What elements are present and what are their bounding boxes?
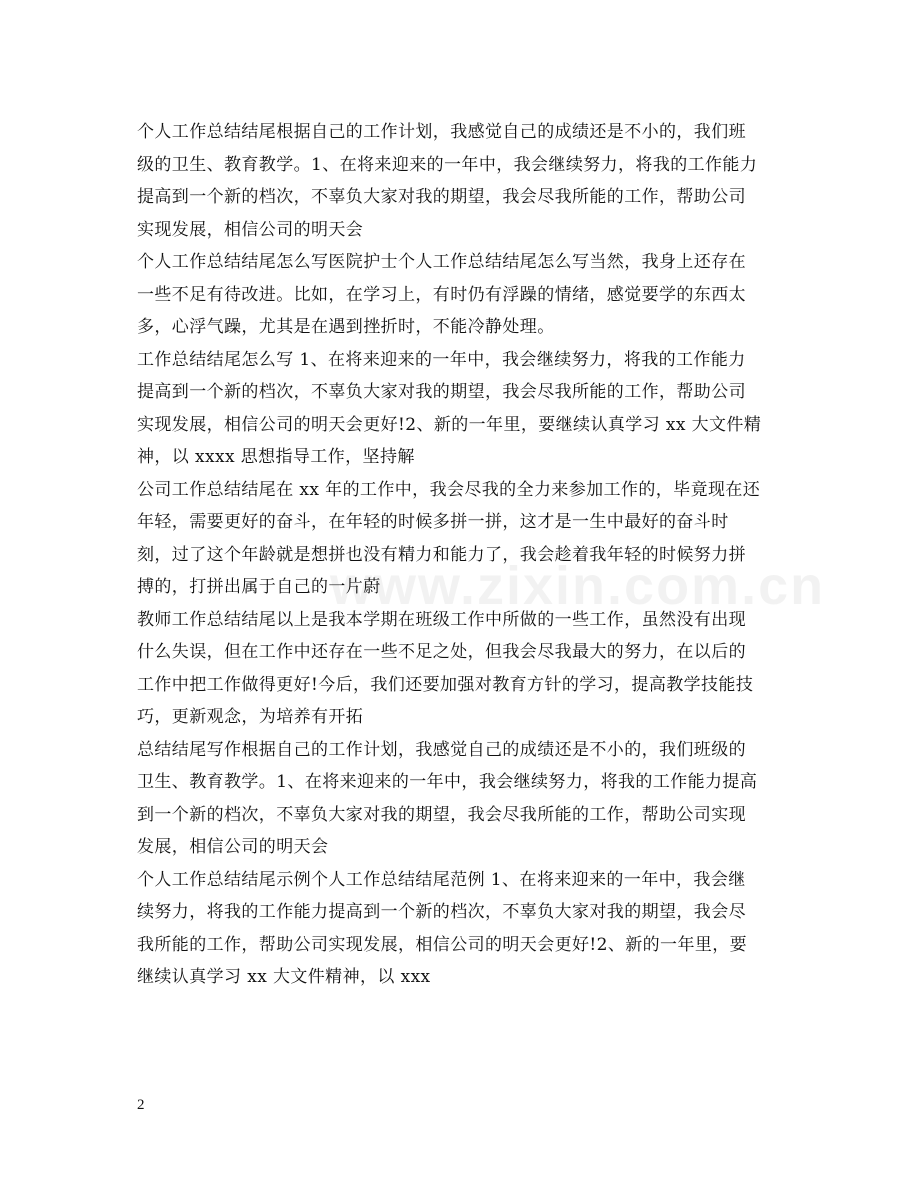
paragraph-line: 继续认真学习 xx 大文件精神，以 xxx [137, 967, 431, 987]
paragraph-line: 工作总结结尾怎么写 1、在将来迎来的一年中，我会继续努力，将我的工作能力 [137, 349, 746, 370]
paragraph-line: 搏的，打拼出属于自己的一片蔚 [137, 577, 381, 597]
paragraph-line: 年轻，需要更好的奋斗，在年轻的时候多拼一拼，这才是一生中最好的奋斗时 [137, 512, 729, 532]
paragraph-line: 个人工作总结结尾示例个人工作总结结尾范例 1、在将来迎来的一年中，我会继 [137, 869, 746, 890]
paragraph-line: 什么失误，但在工作中还存在一些不足之处，但我会尽我最大的努力，在以后的 [137, 642, 746, 662]
paragraph-4 [137, 474, 785, 604]
paragraph-line: 发展，相信公司的明天会 [137, 837, 329, 857]
paragraph-line: 个人工作总结结尾怎么写医院护士个人工作总结结尾怎么写当然，我身上还存在 [137, 252, 746, 272]
paragraph-1 [137, 116, 785, 246]
paragraph-line: 刻，过了这个年龄就是想拼也没有精力和能力了，我会趁着我年轻的时候努力拼 [137, 544, 746, 565]
paragraph-line: 总结结尾写作根据自己的工作计划，我感觉自己的成绩还是不小的，我们班级的 [137, 739, 746, 760]
paragraph-line: 教师工作总结结尾以上是我本学期在班级工作中所做的一些工作，虽然没有出现 [137, 609, 746, 630]
paragraph-line: 提高到一个新的档次，不辜负大家对我的期望，我会尽我所能的工作，帮助公司 [137, 382, 746, 402]
paragraph-2 [137, 246, 785, 344]
paragraph-line: 提高到一个新的档次，不辜负大家对我的期望，我会尽我所能的工作，帮助公司 [137, 187, 746, 207]
paragraph-line: 到一个新的档次，不辜负大家对我的期望，我会尽我所能的工作，帮助公司实现 [137, 804, 746, 825]
paragraph-7 [137, 864, 785, 994]
paragraph-line: 一些不足有待改进。比如，在学习上，有时仍有浮躁的情绪，感觉要学的东西太 [137, 284, 746, 305]
document-body [137, 116, 785, 994]
paragraph-3 [137, 344, 785, 474]
paragraph-6 [137, 734, 785, 864]
paragraph-line: 实现发展，相信公司的明天会更好!2、新的一年里，要继续认真学习 xx 大文件精 [137, 414, 762, 435]
paragraph-5 [137, 604, 785, 734]
paragraph-line: 巧，更新观念，为培养有开拓 [137, 707, 364, 727]
paragraph-line: 续努力，将我的工作能力提高到一个新的档次，不辜负大家对我的期望，我会尽 [137, 902, 746, 922]
paragraph-line: 个人工作总结结尾根据自己的工作计划，我感觉自己的成绩还是不小的，我们班 [137, 122, 746, 142]
paragraph-line: 神，以 xxxx 思想指导工作，坚持解 [137, 447, 415, 467]
paragraph-line: 公司工作总结结尾在 xx 年的工作中，我会尽我的全力来参加工作的，毕竟现在还 [137, 479, 761, 500]
paragraph-line: 级的卫生、教育教学。1、在将来迎来的一年中，我会继续努力，将我的工作能力 [137, 154, 758, 175]
paragraph-line: 实现发展，相信公司的明天会 [137, 219, 364, 240]
watermark-text: www.zixin.com.cn [330, 556, 826, 616]
paragraph-line: 工作中把工作做得更好!今后，我们还要加强对教育方针的学习，提高教学技能技 [137, 674, 754, 695]
page-number: 2 [137, 1097, 145, 1113]
paragraph-line: 卫生、教育教学。1、在将来迎来的一年中，我会继续努力，将我的工作能力提高 [137, 772, 758, 792]
paragraph-line: 多，心浮气躁，尤其是在遇到挫折时，不能冷静处理。 [137, 317, 555, 337]
paragraph-line: 我所能的工作，帮助公司实现发展，相信公司的明天会更好!2、新的一年里，要 [137, 934, 748, 955]
